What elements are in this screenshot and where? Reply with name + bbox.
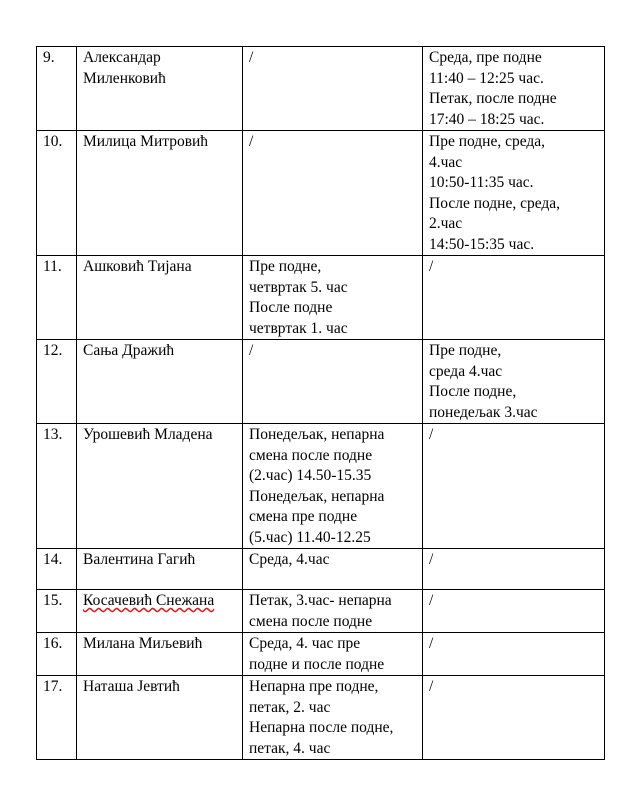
schedule-cell-b: / xyxy=(423,590,605,633)
schedule-cell-a: Среда, 4. час пре подне и после подне xyxy=(243,633,423,676)
table-row xyxy=(37,590,605,633)
schedule-cell-b: Среда, пре подне 11:40 – 12:25 час. Петак, после подне 17:40 – 18:25 час. xyxy=(423,47,605,131)
schedule-cell-b: / xyxy=(423,256,605,340)
schedule-cell-a: Петак, 3.час- непарна смена после подне xyxy=(243,590,423,633)
table-row xyxy=(37,633,605,676)
row-number: 11. xyxy=(37,256,77,340)
row-number: 12. xyxy=(37,340,77,424)
schedule-cell-b: / xyxy=(423,549,605,590)
schedule-cell-b: Пре подне, среда, 4.час 10:50-11:35 час. После подне, среда, 2.час 14:50-15:35 час. xyxy=(423,131,605,256)
schedule-cell-a: / xyxy=(243,340,423,424)
teacher-name: Милица Митровић xyxy=(77,131,243,256)
row-number: 16. xyxy=(37,633,77,676)
teacher-name: Урошевић Младена xyxy=(77,424,243,549)
table-row xyxy=(37,47,605,131)
table-row xyxy=(37,131,605,256)
teacher-name: Сања Дражић xyxy=(77,340,243,424)
schedule-cell-a: Непарна пре подне, петак, 2. час Непарна после подне, петак, 4. час xyxy=(243,676,423,760)
teacher-name: Александар Миленковић xyxy=(77,47,243,131)
row-number: 9. xyxy=(37,47,77,131)
row-number: 15. xyxy=(37,590,77,633)
table-row xyxy=(37,340,605,424)
teacher-name: Ашковић Тијана xyxy=(77,256,243,340)
schedule-cell-b: / xyxy=(423,676,605,760)
schedule-cell-a: Пре подне, четвртак 5. час После подне четвртак 1. час xyxy=(243,256,423,340)
schedule-cell-a: / xyxy=(243,47,423,131)
schedule-cell-b: Пре подне, среда 4.час После подне, понедељак 3.час xyxy=(423,340,605,424)
teacher-name-text: Косачевић Снежана xyxy=(83,592,215,609)
schedule-cell-a: / xyxy=(243,131,423,256)
teacher-name: Наташа Јевтић xyxy=(77,676,243,760)
table-row xyxy=(37,549,605,590)
teacher-name: Милана Миљевић xyxy=(77,633,243,676)
teacher-name: Валентина Гагић xyxy=(77,549,243,590)
table-row xyxy=(37,256,605,340)
row-number: 17. xyxy=(37,676,77,760)
table-row xyxy=(37,424,605,549)
table-row xyxy=(37,676,605,760)
row-number: 13. xyxy=(37,424,77,549)
schedule-table xyxy=(36,46,605,760)
schedule-cell-b: / xyxy=(423,633,605,676)
schedule-cell-a: Среда, 4.час xyxy=(243,549,423,590)
teacher-name xyxy=(77,590,243,633)
row-number: 14. xyxy=(37,549,77,590)
schedule-cell-b: / xyxy=(423,424,605,549)
schedule-cell-a: Понедељак, непарна смена после подне (2.час) 14.50-15.35 Понедељак, непарна смена пре подне (5.час) 11.40-12.25 xyxy=(243,424,423,549)
row-number: 10. xyxy=(37,131,77,256)
